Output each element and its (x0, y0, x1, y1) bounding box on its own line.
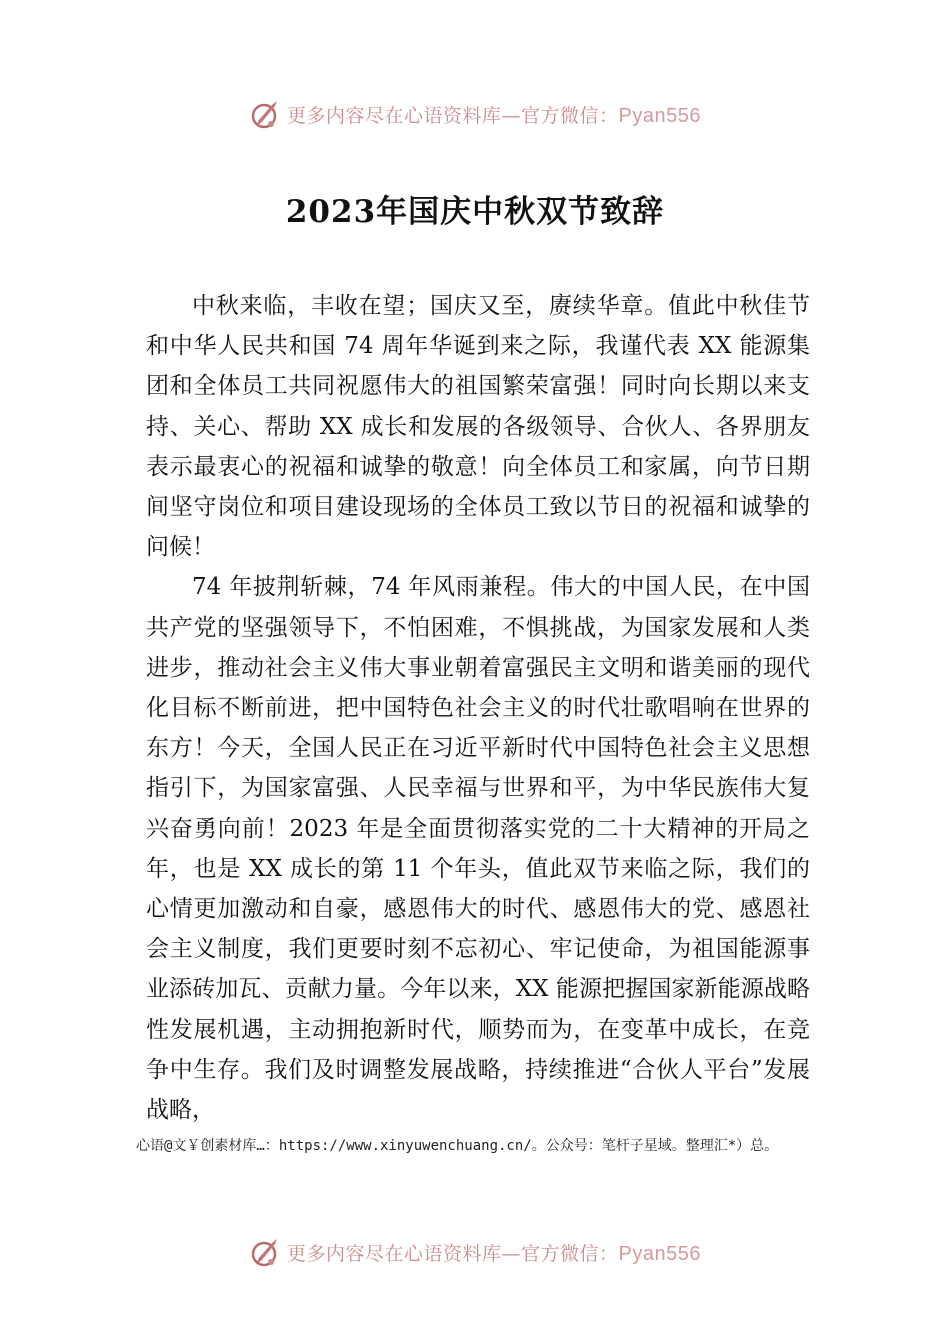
source-note: 心语@文￥创素材库…：https://www.xinyuwenchuang.cn/。公众号：笔杆子星域。整理汇*）总。 (136, 1138, 779, 1154)
paragraph-2: 74 年披荆斩棘，74 年风雨兼程。伟大的中国人民，在中国共产党的坚强领导下，不怕困难，不惧挑战，为国家发展和人类进步，推动社会主义伟大事业朝着富强民主文明和谐美丽的现代化目标不断前进，把中国特色社会主义的时代壮歌唱响在世界的东方！今天，全国人民正在习近平新时代中国特色社会主义思想指引下，为国家富强、人民幸福与世界和平，为中华民族伟大复兴奋勇向前！2023 年是全面贯彻落实党的二十大精神的开局之年，也是 XX 成长的第 11 个年头，值此双节来临之际，我们的心情更加激动和自豪，感恩伟大的时代、感恩伟大的党、感恩社会主义制度，我们更要时刻不忘初心、牢记使命，为祖国能源事业添砖加瓦、贡献力量。今年以来，XX 能源把握国家新能源战略性发展机遇，主动拥抱新时代，顺势而为，在变革中成长，在竞争中生存。我们及时调整发展战略，持续推进“合伙人平台”发展战略， (146, 574, 810, 1124)
watermark-text (287, 1239, 701, 1266)
document-title: 2023年国庆中秋双节致辞 (285, 194, 665, 230)
quill-pen-logo-icon (249, 1235, 283, 1269)
header-watermark-banner (0, 94, 950, 134)
document-body (146, 286, 810, 1130)
wechat-id: Pyan556 (618, 104, 701, 127)
quill-pen-logo-icon (249, 97, 283, 131)
watermark-label: 更多内容尽在心语资料库—官方微信： (287, 1242, 619, 1265)
footer-watermark-banner (0, 1232, 950, 1272)
watermark-text (287, 101, 701, 128)
watermark-label: 更多内容尽在心语资料库—官方微信： (287, 104, 619, 127)
wechat-id: Pyan556 (618, 1242, 701, 1265)
paragraph-1: 中秋来临，丰收在望；国庆又至，赓续华章。值此中秋佳节和中华人民共和国 74 周年华诞到来之际，我谨代表 XX 能源集团和全体员工共同祝愿伟大的祖国繁荣富强！同时向长期以来支持、关心、帮助 XX 成长和发展的各级领导、合伙人、各界朋友表示最衷心的祝福和诚挚的敬意！向全体员工和家属，向节日期间坚守岗位和项目建设现场的全体员工致以节日的祝福和诚挚的问候！ (146, 293, 810, 561)
